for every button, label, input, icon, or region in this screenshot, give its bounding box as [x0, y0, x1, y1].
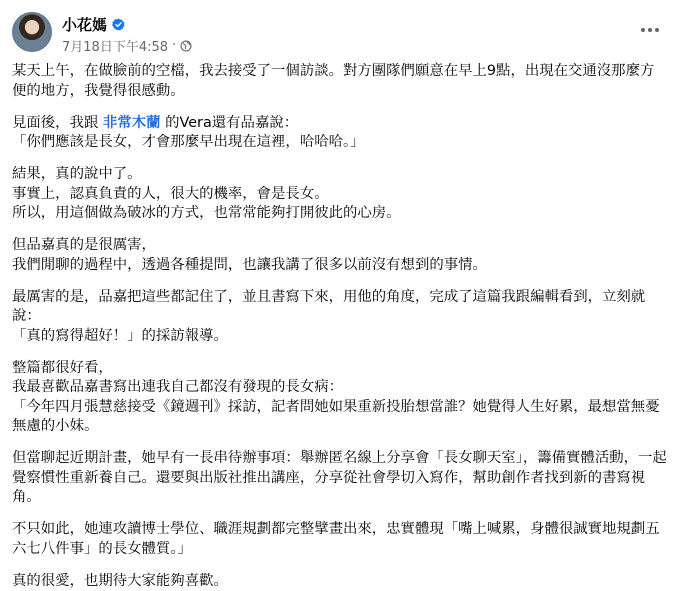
post-text-line: 事實上，認真負責的人，很大的機率，會是長女。	[12, 185, 668, 205]
post-text-line: 不只如此，她連攻讀博士學位、職涯規劃都完整擘畫出來，忠實體現「嘴上喊累，身體很誠實地規劃五六七八件事」的長女體質。」	[12, 520, 668, 559]
mention-prefix: 見面後，我跟	[12, 115, 103, 131]
post-text-line: 但當聊起近期計畫，她早有一長串待辦事項：舉辦匿名線上分享會「長女聊天室」，籌備實體活動，一起覺察慣性重新養自己。還要與出版社推出講座，分享從社會學切入寫作，幫助創作者找到新的書寫視角。	[12, 449, 668, 508]
post-meta	[62, 36, 192, 55]
post-text-line: 最厲害的是，品嘉把這些都記住了，並且書寫下來，用他的角度，完成了這篇我跟編輯看到，立刻就說：	[12, 288, 668, 327]
post-text-line	[12, 114, 668, 134]
globe-icon[interactable]	[180, 40, 192, 52]
post-text-line: 某天上午，在做臉前的空檔，我去接受了一個訪談。對方團隊們願意在早上9點，出現在交通沒那麼方便的地方，我覺得很感動。	[12, 62, 668, 101]
post-body	[12, 62, 668, 591]
post-text-line: 真的很愛，也期待大家能夠喜歡。	[12, 572, 668, 591]
post-text-line: 結果，真的說中了。	[12, 165, 668, 185]
post-options-button[interactable]	[634, 18, 666, 42]
author-name[interactable]: 小花媽	[62, 14, 107, 35]
post-text-line: 「今年四月張慧慈接受《鏡週刊》採訪，記者問她如果重新投胎想當誰？她覺得人生好累，最想當無憂無慮的小妹。	[12, 398, 668, 437]
ellipsis-icon	[655, 28, 659, 32]
avatar[interactable]	[12, 12, 52, 52]
post-paragraph	[12, 288, 668, 347]
post-text-line: 但品嘉真的是很厲害，	[12, 236, 668, 256]
post-paragraph	[12, 359, 668, 437]
post-paragraph	[12, 520, 668, 559]
post-paragraph	[12, 236, 668, 275]
post-paragraph	[12, 449, 668, 508]
post-text-line: 我們閒聊的過程中，透過各種提問，也讓我講了很多以前沒有想到的事情。	[12, 256, 668, 276]
post-text-line: 所以，用這個做為破冰的方式，也常常能夠打開彼此的心房。	[12, 204, 668, 224]
post-timestamp[interactable]: 7月18日下午4:58	[62, 36, 168, 55]
post-text-line: 「你們應該是長女，才會那麼早出現在這裡，哈哈哈。」	[12, 133, 668, 153]
ellipsis-icon	[648, 28, 652, 32]
ellipsis-icon	[641, 28, 645, 32]
page-mention-link[interactable]: 非常木蘭	[103, 115, 161, 131]
post-text-line: 我最喜歡品嘉書寫出連我自己都沒有發現的長女病：	[12, 378, 668, 398]
post-paragraph	[12, 165, 668, 224]
post-paragraph	[12, 62, 668, 101]
post-author-row	[62, 14, 125, 35]
verified-badge-icon	[112, 18, 125, 31]
post-paragraph	[12, 114, 668, 153]
mention-suffix: 的Vera還有品嘉說：	[161, 115, 299, 131]
post-paragraph	[12, 572, 668, 591]
post-text-line: 「真的寫得超好！」的採訪報導。	[12, 327, 668, 347]
meta-separator: ·	[172, 38, 176, 53]
post-text-line: 整篇都很好看，	[12, 359, 668, 379]
